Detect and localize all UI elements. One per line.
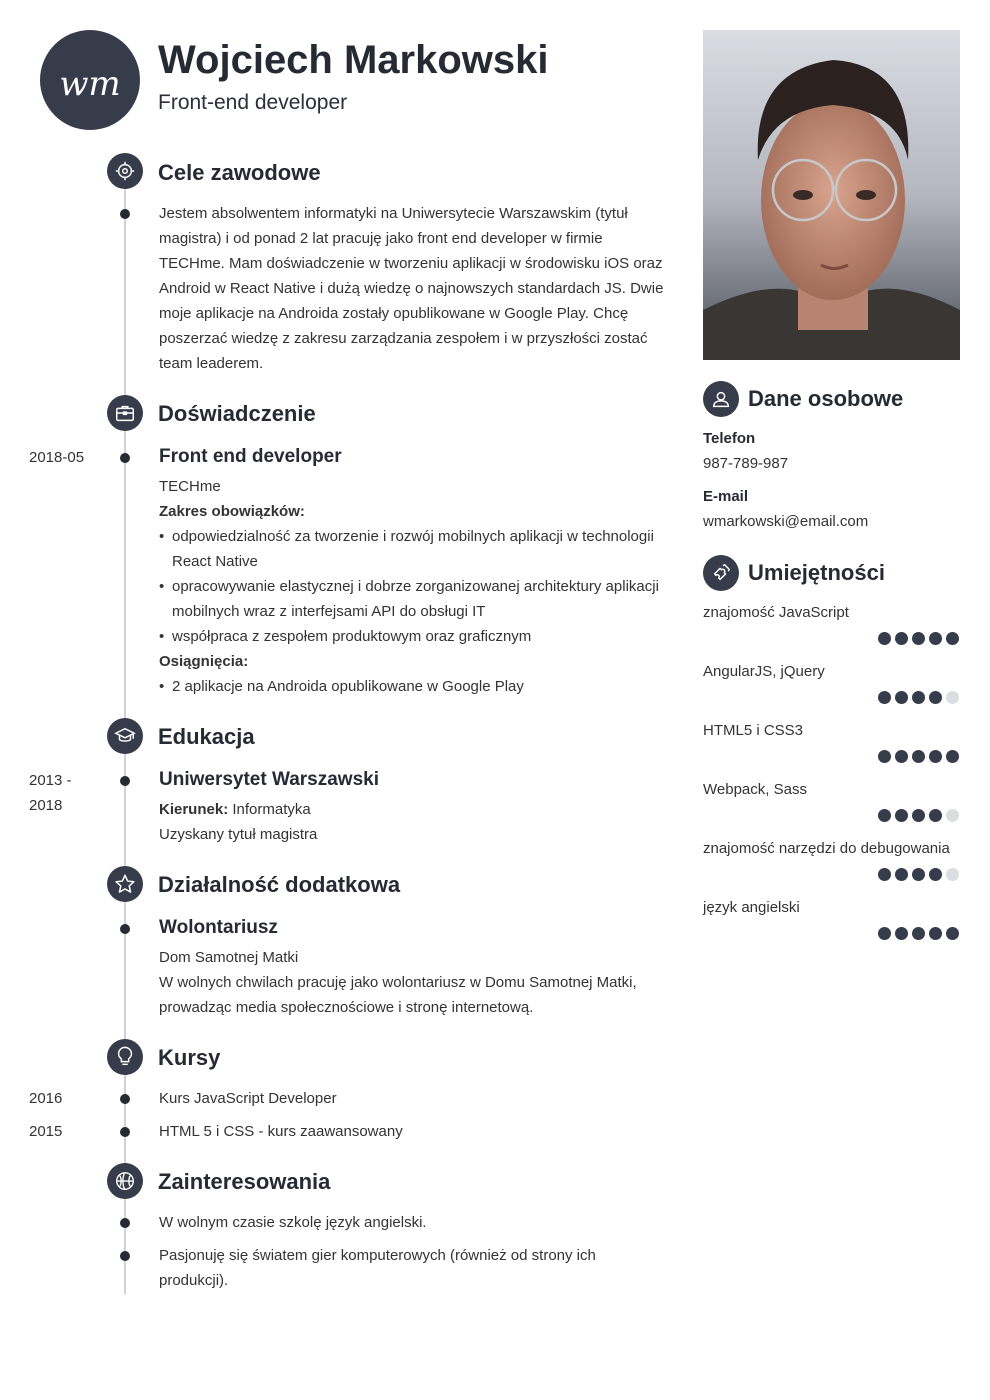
skill-dot-filled (912, 691, 925, 704)
achievements-label: Osiągnięcia: (159, 653, 249, 670)
skill-level-dots (878, 632, 959, 645)
skill-dot-filled (878, 868, 891, 881)
course-name: HTML 5 i CSS - kurs zaawansowany (159, 1123, 403, 1140)
section-title-courses: Kursy (158, 1045, 221, 1070)
skill-name: znajomość narzędzi do debugowania (703, 840, 950, 857)
timeline-dot (120, 776, 130, 786)
activity-org: Dom Samotnej Matki (159, 949, 299, 966)
achievements-list (159, 674, 671, 699)
skill-dot-filled (946, 927, 959, 940)
list-item: • opracowywanie elastycznej i dobrze zorganizowanej architektury aplikacji mobilnych wraz z interfejsami API do obsługi IT (159, 574, 671, 624)
monogram-avatar (40, 30, 140, 130)
education-details (159, 797, 671, 847)
monogram-text: wm (59, 64, 121, 104)
duties-label: Zakres obowiązków: (159, 503, 305, 520)
activity-role: Wolontariusz (159, 917, 278, 938)
skill-dot-filled (895, 868, 908, 881)
section-title-experience: Doświadczenie (158, 401, 316, 426)
skill-dot-filled (895, 632, 908, 645)
graduation-cap-icon (107, 718, 143, 754)
skill-name: język angielski (703, 899, 800, 916)
skill-dot-filled (929, 750, 942, 763)
skill-name: Webpack, Sass (703, 781, 807, 798)
candidate-name: Wojciech Markowski (158, 38, 549, 82)
profile-photo (703, 30, 960, 360)
timeline-dot (120, 209, 130, 219)
skill-dot-filled (946, 632, 959, 645)
section-title-personal: Dane osobowe (748, 386, 904, 411)
interest-item: W wolnym czasie szkolę język angielski. (159, 1214, 427, 1231)
interest-item: Pasjonuję się światem gier komputerowych (również od strony ich produkcji). (159, 1247, 596, 1289)
phone-value: 987-789-987 (703, 455, 789, 472)
timeline-dot (120, 1251, 130, 1261)
lightbulb-icon (107, 1039, 143, 1075)
skill-dot-filled (929, 691, 942, 704)
email-value: wmarkowski@email.com (703, 513, 869, 530)
user-icon (703, 381, 739, 417)
briefcase-icon (107, 395, 143, 431)
skill-dot-filled (895, 691, 908, 704)
skill-dot-filled (929, 868, 942, 881)
skill-name: AngularJS, jQuery (703, 663, 825, 680)
skill-dot-filled (878, 927, 891, 940)
experience-date: 2018-05 (29, 449, 85, 466)
list-item: • odpowiedzialność za tworzenie i rozwój mobilnych aplikacji w technologii React Native (159, 524, 671, 574)
objective-text: Jestem absolwentem informatyki na Uniwersytecie Warszawskim (tytuł magistra) i od ponad 2 lat pracuję jako front end developer w firmie TECHme. Mam doświadczenie w tworzeniu aplikacji w środowisku iOS oraz Android w React Native i dużą wiedzę o najnowszych standardach JS. Dwie moje aplikacje na Androida zostały opublikowane w Google Play. Chcę poszerzać wiedzę z zakresu zarządzania zespołem i w przyszłości zostać team leaderem. (159, 205, 664, 372)
skill-dot-filled (946, 750, 959, 763)
field-label: Kierunek: (159, 801, 229, 818)
skill-dot-filled (912, 927, 925, 940)
basketball-icon (107, 1163, 143, 1199)
section-title-activities: Działalność dodatkowa (158, 872, 401, 897)
target-icon (107, 153, 143, 189)
section-title-education: Edukacja (158, 724, 255, 749)
education-school: Uniwersytet Warszawski (159, 769, 379, 790)
skill-name: HTML5 i CSS3 (703, 722, 804, 739)
skill-dot-filled (929, 927, 942, 940)
timeline-dot (120, 1094, 130, 1104)
skill-dot-filled (912, 868, 925, 881)
skill-level-dots (878, 691, 959, 704)
list-item: • współpraca z zespołem produktowym oraz graficznym (159, 624, 671, 649)
skill-dot-empty (946, 868, 959, 881)
skill-dot-filled (929, 809, 942, 822)
skill-dot-filled (878, 632, 891, 645)
skill-level-dots (878, 809, 959, 822)
skill-level-dots (878, 868, 959, 881)
skill-dot-filled (895, 750, 908, 763)
skill-level-dots (878, 927, 959, 940)
experience-position: Front end developer (159, 446, 342, 467)
course-date: 2016 (29, 1090, 63, 1107)
skill-dot-filled (929, 632, 942, 645)
skill-dot-filled (895, 809, 908, 822)
activity-text: W wolnych chwilach pracuję jako wolontariusz w Domu Samotnej Matki, prowadząc media społecznościowe i stronę internetową. (159, 974, 637, 1016)
skill-dot-empty (946, 691, 959, 704)
list-item: • 2 aplikacje na Androida opublikowane w Google Play (159, 674, 671, 699)
course-name: Kurs JavaScript Developer (159, 1090, 337, 1107)
section-title-interests: Zainteresowania (158, 1169, 331, 1194)
star-icon (107, 866, 143, 902)
skill-dot-filled (912, 750, 925, 763)
education-degree: Uzyskany tytuł magistra (159, 826, 318, 843)
skill-name: znajomość JavaScript (703, 604, 849, 621)
skill-dot-filled (878, 809, 891, 822)
activity-details (159, 945, 671, 1020)
skill-dot-filled (878, 750, 891, 763)
experience-details (159, 474, 671, 699)
job-title: Front-end developer (158, 91, 348, 114)
puzzle-icon (703, 555, 739, 591)
skill-dot-filled (912, 632, 925, 645)
timeline-dot (120, 1218, 130, 1228)
duties-list (159, 524, 671, 649)
course-date: 2015 (29, 1123, 63, 1140)
skill-dot-filled (895, 927, 908, 940)
section-title-skills: Umiejętności (748, 560, 885, 585)
skill-level-dots (878, 750, 959, 763)
experience-company: TECHme (159, 478, 221, 495)
timeline-dot (120, 453, 130, 463)
timeline-dot (120, 924, 130, 934)
phone-label: Telefon (703, 430, 756, 447)
skill-dot-filled (912, 809, 925, 822)
email-label: E-mail (703, 488, 749, 505)
field-value: Informatyka (232, 801, 311, 818)
skill-dot-empty (946, 809, 959, 822)
section-title-objective: Cele zawodowe (158, 160, 321, 185)
education-date: 2013 - 2018 (29, 772, 72, 814)
timeline-dot (120, 1127, 130, 1137)
skill-dot-filled (878, 691, 891, 704)
